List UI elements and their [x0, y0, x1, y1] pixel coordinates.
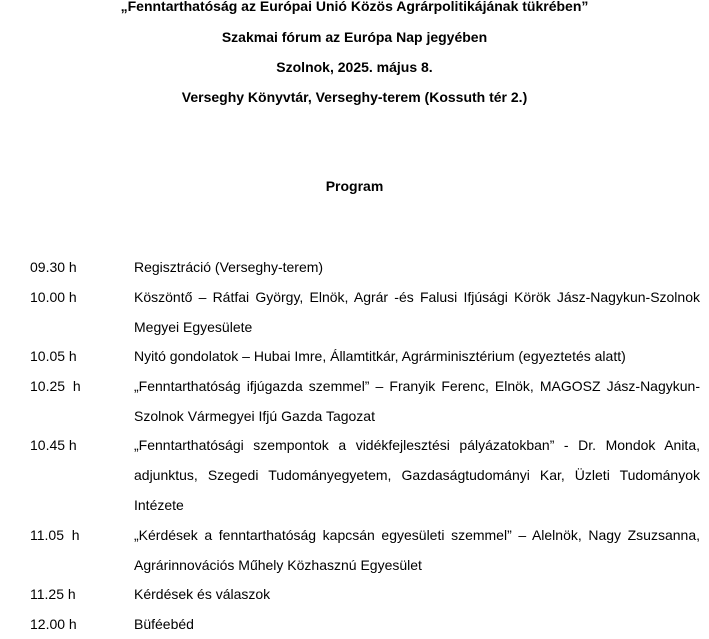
- event-subtitle: Szakmai fórum az Európa Nap jegyében: [221, 29, 488, 45]
- program-item-time: 12.00 h: [30, 616, 77, 632]
- program-item-text: Kérdések és válaszok: [134, 586, 271, 602]
- program-item-text: „Kérdések a fenntarthatóság kapcsán egyesületi szemmel” – Alelnök, Nagy Zsuzsanna, Agrárinnovációs Műhely Közhasznú Egyesület: [134, 527, 700, 573]
- program-item-text: Nyitó gondolatok – Hubai Imre, Államtitkár, Agrárminisztérium (egyeztetés alatt): [134, 348, 626, 364]
- event-title: „Fenntarthatóság az Európai Unió Közös Agrárpolitikájának tükrében”: [120, 0, 589, 14]
- program-item-text: Regisztráció (Verseghy-terem): [134, 259, 324, 275]
- program-item-time: 10.45 h: [30, 437, 77, 453]
- program-item-text: „Fenntarthatóság ifjúgazda szemmel” – Franyik Ferenc, Elnök, MAGOSZ Jász-Nagykun-Szolnok Vármegyei Ifjú Gazda Tagozat: [134, 378, 700, 424]
- program-item-text: Büféebéd: [134, 616, 194, 632]
- program-item-time: 10.25 h: [30, 378, 81, 394]
- event-venue: Verseghy Könyvtár, Verseghy-terem (Kossuth tér 2.): [181, 89, 528, 105]
- program-item-time: 10.00 h: [30, 289, 77, 305]
- program-item-time: 11.05 h: [30, 527, 80, 543]
- program-item-text: „Fenntarthatósági szempontok a vidékfejlesztési pályázatokban” - Dr. Mondok Anita, adjunktus, Szegedi Tudományegyetem, Gazdaságtudományi Kar, Üzleti Tudományok Intézete: [134, 437, 700, 513]
- program-heading: Program: [325, 178, 384, 194]
- event-date-place: Szolnok, 2025. május 8.: [276, 59, 433, 75]
- program-item-time: 10.05 h: [30, 348, 77, 364]
- program-item-time: 11.25 h: [30, 586, 76, 602]
- program-item-text: Köszöntő – Rátfai György, Elnök, Agrár -és Falusi Ifjúsági Körök Jász-Nagykun-Szolnok Megyei Egyesülete: [134, 289, 700, 335]
- program-item-time: 09.30 h: [30, 259, 77, 275]
